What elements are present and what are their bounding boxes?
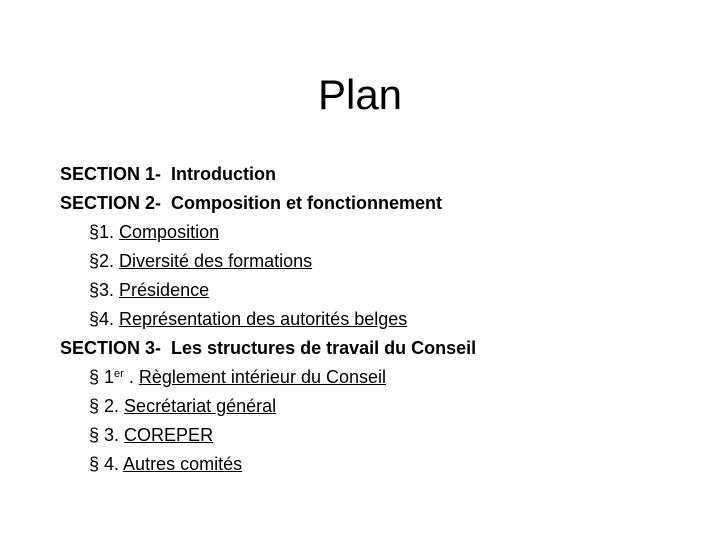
subsection-item — [60, 218, 700, 247]
subsection-number: §1. — [89, 222, 115, 242]
ordinal-superscript: er — [114, 368, 124, 380]
subsection-item — [60, 421, 700, 450]
slide-title: Plan — [317, 71, 403, 118]
subsection-number: § 2. — [89, 396, 120, 416]
subsection-item — [60, 247, 700, 276]
section-3-heading — [60, 334, 700, 363]
table-of-contents — [60, 160, 700, 479]
subsection-link-diversite[interactable]: Diversité des formations — [119, 251, 313, 271]
subsection-item — [60, 392, 700, 421]
subsection-link-coreper[interactable]: COREPER — [124, 425, 214, 445]
subsection-link-autres-comites[interactable]: Autres comités — [123, 454, 243, 474]
subsection-item — [60, 363, 700, 392]
section-title: Composition et fonctionnement — [171, 193, 443, 213]
subsection-link-secretariat[interactable]: Secrétariat général — [124, 396, 277, 416]
section-title: Les structures de travail du Conseil — [171, 338, 477, 358]
section-1-heading — [60, 160, 700, 189]
subsection-item — [60, 305, 700, 334]
section-label: SECTION 1- — [60, 164, 162, 184]
subsection-number: §3. — [89, 280, 115, 300]
section-2-heading — [60, 189, 700, 218]
subsection-number: § 3. — [89, 425, 120, 445]
subsection-item — [60, 450, 700, 479]
section-title: Introduction — [171, 164, 277, 184]
section-label: SECTION 3- — [60, 338, 162, 358]
subsection-number: §4. — [89, 309, 115, 329]
section-label: SECTION 2- — [60, 193, 162, 213]
subsection-link-presidence[interactable]: Présidence — [119, 280, 210, 300]
subsection-link-reglement[interactable]: Règlement intérieur du Conseil — [138, 367, 386, 387]
subsection-number: § 4. — [89, 454, 120, 474]
subsection-link-representation[interactable]: Représentation des autorités belges — [119, 309, 408, 329]
subsection-link-composition[interactable]: Composition — [119, 222, 220, 242]
subsection-number: §2. — [89, 251, 115, 271]
subsection-item — [60, 276, 700, 305]
subsection-number: § 1er . — [89, 367, 134, 387]
